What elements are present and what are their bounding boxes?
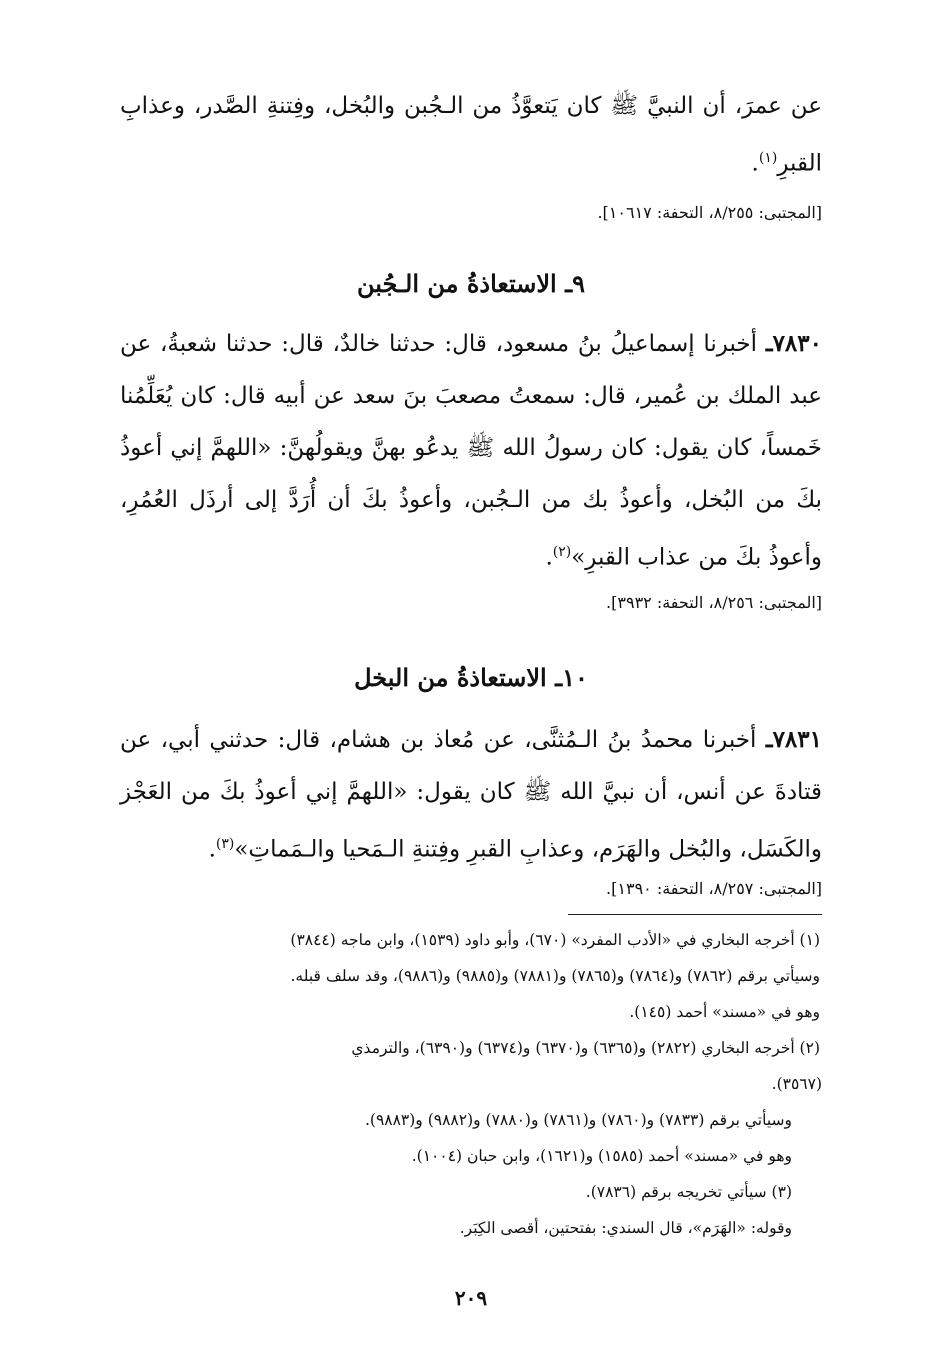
source-citation xyxy=(120,876,822,902)
hadith-end: . xyxy=(545,544,553,571)
section-title: الاستعاذةُ من البخل xyxy=(354,663,547,692)
source-citation xyxy=(120,200,822,226)
footnote-line: وسيأتي برقم (٧٨٣٣) و(٧٨٦٠) و(٧٨٦١) و(٧٨٨٠) و(٩٨٨٢) و(٩٨٨٣). xyxy=(364,1111,792,1129)
hadith-paragraph xyxy=(120,714,822,876)
footnote-ref: (٣) xyxy=(215,836,235,852)
footnote-line: وسيأتي برقم (٧٨٦٢) و(٧٨٦٤) و(٧٨٦٥) و(٧٨٨١) و(٩٨٨٥) و(٩٨٨٦)، وقد سلف قبله. xyxy=(290,967,820,985)
section-title: الاستعاذةُ من الـجُبن xyxy=(357,269,557,298)
footnote-line: وهو في «مسند» أحمد (١٥٨٥) و(١٦٢١)، وابن حبان (١٠٠٤). xyxy=(411,1147,792,1165)
footnote-ref: (١) xyxy=(758,150,778,166)
footnote-line: وقوله: «الهَرَم»، قال السندي: بفتحتين، أقصى الكِبَر. xyxy=(459,1219,792,1237)
source-text: [المجتبى: ٨/٢٥٦، التحفة: ٣٩٣٢]. xyxy=(606,593,822,612)
footnote-line: (٣٥٦٧). xyxy=(771,1075,822,1093)
footnote-ref: (٢) xyxy=(552,544,572,560)
footnote-line: (١) أخرجه البخاري في «الأدب المفرد» (٦٧٠)، وأبو داود (١٥٣٩)، وابن ماجه (٣٨٤٤) xyxy=(290,931,820,949)
footnote-line: (٢) أخرجه البخاري (٢٨٢٢) و(٦٣٦٥) و(٦٣٧٠) و(٦٣٧٤) و(٦٣٩٠)، والترمذي xyxy=(351,1039,820,1057)
section-number: ١٠ـ xyxy=(555,663,588,692)
hadith-paragraph xyxy=(120,318,822,584)
footnote-divider xyxy=(568,914,822,915)
source-text: [المجتبى: ٨/٢٥٧، التحفة: ١٣٩٠]. xyxy=(606,879,822,898)
hadith-text: أخبرنا إسماعيلُ بنُ مسعود، قال: حدثنا خالدٌ، قال: حدثنا شعبةُ، عن عبد الملك بن عُمير، قال: سمعتُ مصعبَ بنَ سعد عن أبيه قال: كان يُعَلِّمُنا خَمساً، كان يقول: كان رسولُ الله ﷺ يدعُو بهنَّ ويقولُهنَّ: «اللهمَّ إني أعوذُ بكَ من البُخل، وأعوذُ بك من الـجُبن، وأعوذُ بكَ أن أُرَدَّ إلى أرذَل العُمُرِ، وأعوذُ بكَ من عذاب القبرِ» xyxy=(120,331,822,571)
source-text: [المجتبى: ٨/٢٥٥، التحفة: ١٠٦١٧]. xyxy=(597,203,822,222)
intro-end: . xyxy=(751,150,759,177)
hadith-number: ٧٨٣١ـ xyxy=(765,726,822,753)
footnote-line: وهو في «مسند» أحمد (١٤٥). xyxy=(629,1003,820,1021)
hadith-number: ٧٨٣٠ـ xyxy=(765,330,822,357)
footnote-line: (٣) سيأتي تخريجه برقم (٧٨٣٦). xyxy=(585,1183,792,1201)
source-citation xyxy=(120,590,822,616)
intro-text: عن عمرَ، أن النبيَّ ﷺ كان يَتعوَّذُ من الـجُبن والبُخل، وفِتنةِ الصَّدر، وعذابِ القبرِ xyxy=(120,93,822,177)
section-heading xyxy=(120,266,822,302)
page-number: ٢٠٩ xyxy=(454,1286,488,1310)
hadith-text: أخبرنا محمدُ بنُ الـمُثنَّى، عن مُعاذ بن هشام، قال: حدثني أبي، عن قتادةَ عن أنس، أن نبيَّ الله ﷺ كان يقول: «اللهمَّ إني أعوذُ بكَ من العَجْز والكَسَل، والبُخل والهَرَم، وعذابِ القبرِ وفِتنةِ الـمَحيا والـمَماتِ» xyxy=(120,727,822,863)
hadith-end: . xyxy=(208,836,216,863)
section-number: ٩ـ xyxy=(565,269,585,298)
intro-paragraph xyxy=(120,80,822,190)
section-heading xyxy=(120,660,822,696)
